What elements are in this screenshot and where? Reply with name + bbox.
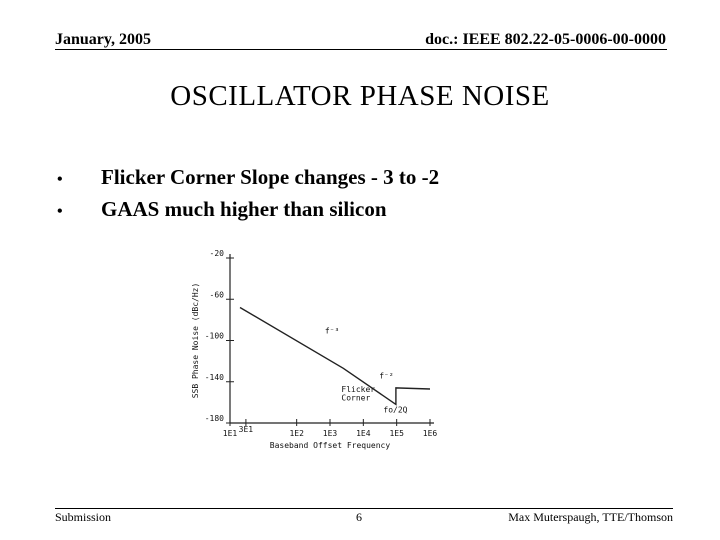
chart-annotation: f⁻³ (324, 326, 340, 336)
header-doc-id: doc.: IEEE 802.22-05-0006-00-0000 (425, 31, 666, 48)
y-tick-label: -180 (204, 414, 224, 423)
header-divider (55, 49, 667, 50)
x-tick-label: 1E2 (289, 429, 304, 438)
chart-labels (191, 249, 437, 450)
axes (226, 254, 434, 426)
footer-author: Max Muterspaugh, TTE/Thomson (508, 510, 673, 524)
header-date: January, 2005 (55, 31, 152, 48)
x-tick-label: 1E5 (389, 429, 404, 438)
chart-annotation: f⁻² (379, 371, 394, 381)
bullet-marker: • (57, 171, 63, 188)
bullet-text: Flicker Corner Slope changes - 3 to -2 (101, 165, 440, 189)
chart-annotation: fo/2Q (383, 405, 408, 415)
y-tick-label: -60 (209, 290, 224, 300)
x-tick-label: 1E1 (222, 429, 238, 438)
bullet-list (57, 165, 439, 229)
slide-title: OSCILLATOR PHASE NOISE (170, 80, 550, 112)
phase-noise-curve (240, 308, 430, 405)
x-tick-label: 3E1 (238, 425, 254, 434)
x-tick-label: 1E4 (356, 429, 371, 438)
chart-marks (240, 308, 430, 405)
footer-submission: Submission (55, 510, 112, 524)
bullet-marker: • (57, 203, 63, 220)
footer-divider (55, 508, 673, 509)
bullet-item (57, 165, 439, 197)
x-tick-label: 1E6 (422, 429, 438, 438)
y-tick-label: -100 (204, 331, 224, 341)
bullet-text: GAAS much higher than silicon (101, 197, 387, 221)
footer-page-number: 6 (356, 510, 362, 524)
y-axis-label: SSB Phase Noise (dBc/Hz) (191, 282, 200, 399)
chart-annotation: Flicker (341, 385, 376, 395)
y-tick-label: -140 (204, 372, 224, 382)
x-tick-label: 1E3 (322, 429, 338, 438)
x-axis-label: Baseband Offset Frequency (269, 441, 391, 450)
chart-annotation: Corner (341, 393, 371, 403)
phase-noise-chart (180, 246, 440, 456)
bullet-item (57, 197, 439, 229)
y-tick-label: -20 (209, 249, 224, 258)
